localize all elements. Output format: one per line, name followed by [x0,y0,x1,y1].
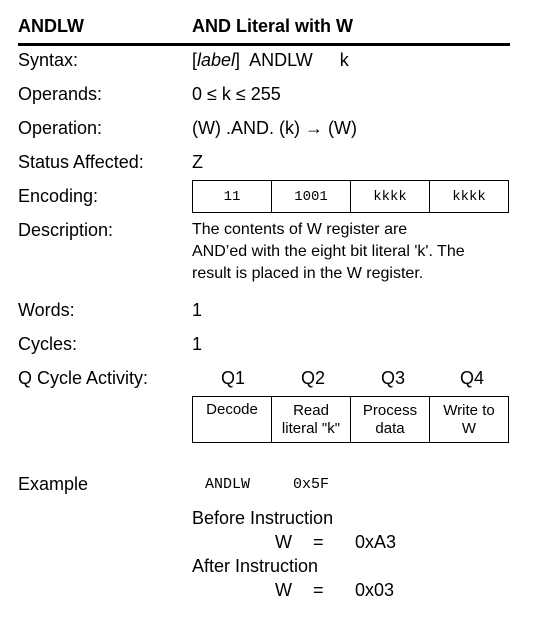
before-register: W [275,532,292,552]
qcycle-cell [351,397,430,443]
after-value: 0x03 [355,580,395,600]
syntax-label-word: label [197,50,236,70]
after-equals: = [313,580,324,600]
before-title: Before Instruction [192,508,334,528]
description-line: result is placed in the W register. [192,265,424,282]
qcycle-cell-line: Write to [443,401,495,419]
encoding-cell: kkkk [351,181,430,213]
after-register: W [275,580,292,600]
qcycle-cell-line: literal "k" [281,419,341,437]
description-line: AND’ed with the eight bit literal 'k'. The [192,243,465,260]
header-rule [18,43,510,46]
status-label: Status Affected: [18,152,144,172]
status-value: Z [192,152,203,172]
encoding-cell: kkkk [430,181,509,213]
qcycle-cell [430,397,509,443]
operands-value: 0 ≤ k ≤ 255 [192,84,281,104]
syntax-operand: k [339,50,349,70]
before-equals: = [313,532,324,552]
example-instruction: ANDLW [205,476,251,493]
example-label: Example [18,474,89,494]
description-line: The contents of W register are [192,221,408,238]
operation-label: Operation: [18,118,103,138]
after-title: After Instruction [192,556,319,576]
qcycle-cell-line: Decode [206,401,258,418]
instruction-title: AND Literal with W [192,16,353,36]
qcycle-cell-line: W [461,419,477,437]
qcycle-header: Q1 [220,368,245,388]
encoding-label: Encoding: [18,186,99,206]
example-operand: 0x5F [293,476,330,493]
description-label: Description: [18,220,114,240]
syntax-close-bracket: ] [235,50,241,70]
qcycle-cell-line: data [375,419,405,437]
encoding-cell: 11 [193,181,272,213]
cycles-label: Cycles: [18,334,78,354]
encoding-table [192,180,509,213]
qcycle-cell-line: Process [362,401,418,419]
syntax-mnemonic: ANDLW [249,50,313,70]
syntax-value [192,50,349,71]
words-label: Words: [18,300,75,320]
qcycle-cell-line: Read [293,401,329,419]
words-value: 1 [192,300,203,320]
qcycle-header: Q4 [459,368,484,388]
operation-value: (W) .AND. (k) → (W) [192,118,357,138]
qcycle-label: Q Cycle Activity: [18,368,149,388]
before-value: 0xA3 [355,532,397,552]
syntax-label: Syntax: [18,50,79,70]
syntax-open-bracket: [ [192,50,198,70]
encoding-cell: 1001 [272,181,351,213]
qcycle-header: Q2 [300,368,325,388]
qcycle-table [192,396,509,443]
qcycle-cell [272,397,351,443]
qcycle-cell [193,397,272,443]
cycles-value: 1 [192,334,203,354]
qcycle-header: Q3 [380,368,405,388]
description-text [192,219,510,285]
instruction-mnemonic: ANDLW [18,16,84,36]
operands-label: Operands: [18,84,103,104]
